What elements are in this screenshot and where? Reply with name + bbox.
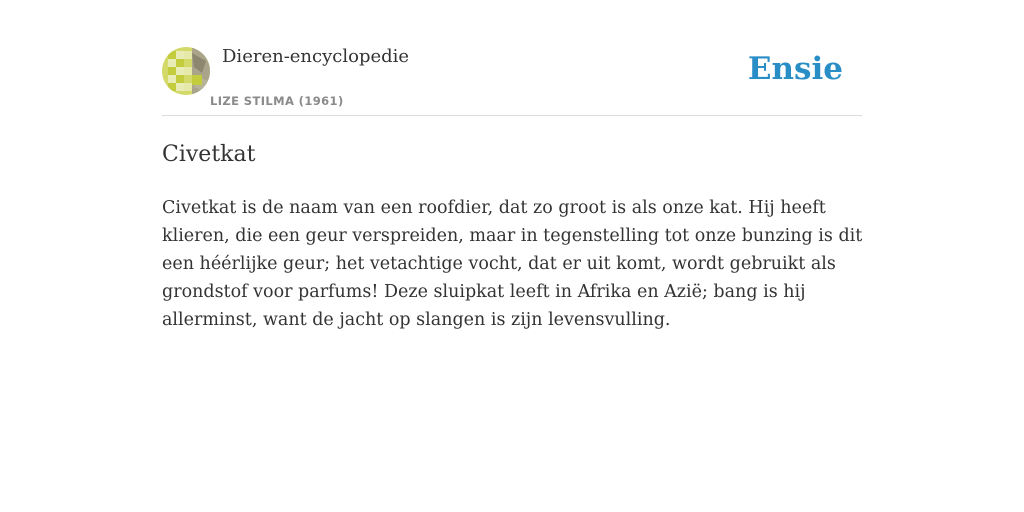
content-container xyxy=(162,0,862,334)
header xyxy=(162,0,862,116)
book-cover-icon[interactable] xyxy=(162,47,210,95)
entry-title: Civetkat xyxy=(162,142,256,167)
author-label: LIZE STILMA (1961) xyxy=(210,94,344,108)
brand-logo[interactable]: Ensie xyxy=(747,51,843,87)
book-title[interactable]: Dieren-encyclopedie xyxy=(222,46,410,67)
entry-text: Civetkat is de naam van een roofdier, dat zo groot is als onze kat. Hij heeft klieren, die een geur verspreiden, maar in tegenstelling tot onze bunzing is dit een héérlijke geur; het vetachtige vocht, dat er uit komt, wordt gebruikt als grondstof voor parfums! Deze sluipkat leeft in Afrika en Azië; bang is hij allerminst, want de jacht op slangen is zijn levensvulling. xyxy=(162,198,863,330)
